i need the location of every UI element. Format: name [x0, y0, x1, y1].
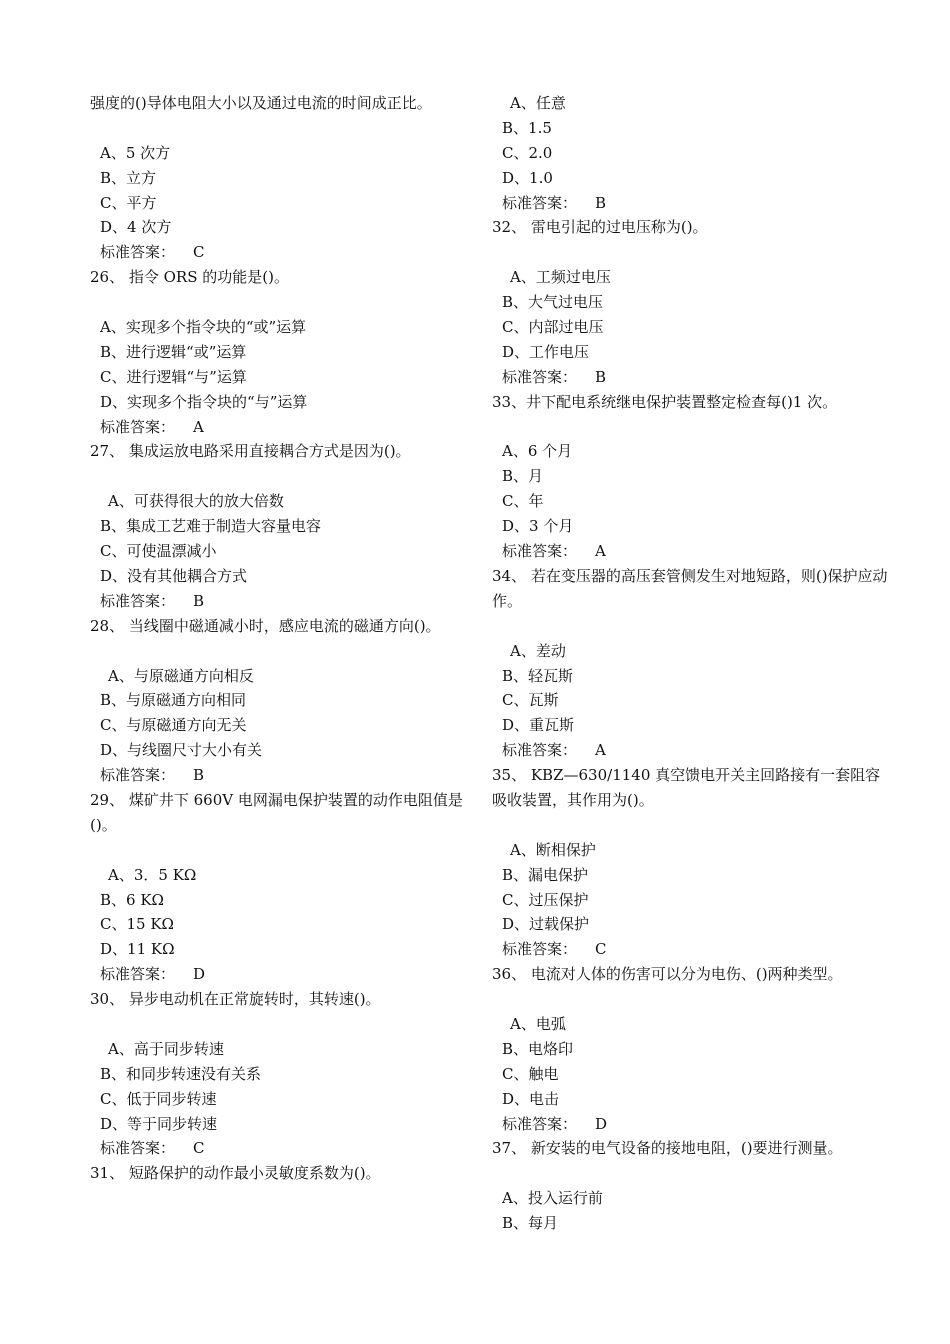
- answer-value: A: [595, 741, 606, 760]
- question-text: 35、 KBZ—630/1140 真空馈电开关主回路接有一套阻容吸收装置，其作用为()。: [492, 766, 881, 809]
- answer-value: B: [193, 766, 205, 785]
- option-c: C、触电: [502, 1064, 559, 1083]
- answer-value: D: [595, 1114, 608, 1133]
- option-b: B、1.5: [502, 118, 552, 137]
- option-d: D、与线圈尺寸大小有关: [100, 741, 263, 760]
- answer-value: D: [193, 965, 206, 984]
- answer-line: [492, 365, 892, 390]
- answer-line: [90, 962, 470, 987]
- question-text: 29、 煤矿井下 660V 电网漏电保护装置的动作电阻值是()。: [90, 790, 463, 834]
- answer-value: C: [193, 243, 205, 262]
- option-d: D、等于同步转速: [100, 1114, 218, 1133]
- option-d: D、11 KΩ: [100, 940, 175, 959]
- option-a: A、高于同步转速: [108, 1039, 224, 1058]
- option-d: D、工作电压: [502, 342, 590, 361]
- option-a: A、5 次方: [100, 143, 171, 162]
- spacer: [492, 987, 892, 1012]
- spacer: [90, 1012, 470, 1037]
- option-b: B、6 KΩ: [100, 890, 164, 909]
- spacer: [492, 813, 892, 838]
- answer-value: B: [595, 193, 607, 212]
- option-b: B、轻瓦斯: [502, 666, 574, 685]
- answer-value: B: [595, 367, 607, 386]
- question-text: 34、 若在变压器的高压套管侧发生对地短路，则()保护应动作。: [492, 566, 888, 610]
- answer-label: 标准答案：: [100, 591, 176, 610]
- spacer: [90, 464, 470, 489]
- option-a: A、3．5 KΩ: [108, 865, 197, 884]
- question-text: 36、 电流对人体的伤害可以分为电伤、()两种类型。: [492, 965, 843, 984]
- option-b: B、大气过电压: [502, 293, 604, 312]
- option-a: A、电弧: [510, 1015, 566, 1034]
- option-a: A、可获得很大的放大倍数: [108, 492, 284, 511]
- option-d: D、3 个月: [502, 517, 574, 536]
- option-c: C、内部过电压: [502, 318, 604, 337]
- option-b: B、每月: [502, 1214, 559, 1233]
- answer-line: [90, 589, 470, 614]
- right-column: [492, 91, 892, 1236]
- option-a: A、工频过电压: [510, 268, 611, 287]
- answer-label: 标准答案：: [100, 766, 176, 785]
- option-a: A、断相保护: [510, 840, 596, 859]
- answer-line: [492, 937, 892, 962]
- answer-label: 标准答案：: [502, 542, 578, 561]
- spacer: [492, 415, 892, 440]
- option-c: C、15 KΩ: [100, 915, 174, 934]
- answer-value: C: [595, 940, 607, 959]
- option-b: B、集成工艺难于制造大容量电容: [100, 517, 322, 536]
- spacer: [492, 614, 892, 639]
- option-b: B、电烙印: [502, 1039, 574, 1058]
- answer-value: C: [193, 1139, 205, 1158]
- spacer: [90, 838, 470, 863]
- question-text: 28、 当线圈中磁通减小时，感应电流的磁通方向()。: [90, 616, 441, 635]
- option-d: D、1.0: [502, 168, 553, 187]
- answer-line: [492, 539, 892, 564]
- option-c: C、瓦斯: [502, 691, 559, 710]
- option-c: C、年: [502, 492, 544, 511]
- option-d: D、没有其他耦合方式: [100, 566, 248, 585]
- option-a: A、与原磁通方向相反: [108, 666, 254, 685]
- answer-value: A: [193, 417, 204, 436]
- option-a: A、6 个月: [502, 442, 573, 461]
- option-c: C、过压保护: [502, 890, 589, 909]
- answer-label: 标准答案：: [502, 741, 578, 760]
- question-text: 30、 异步电动机在正常旋转时，其转速()。: [90, 990, 381, 1009]
- question-text: 33、井下配电系统继电保护装置整定检查每()1 次。: [492, 392, 838, 411]
- question-text: 32、 雷电引起的过电压称为()。: [492, 218, 708, 237]
- option-c: C、可使温漂减小: [100, 542, 217, 561]
- answer-value: A: [595, 542, 606, 561]
- answer-label: 标准答案：: [100, 417, 176, 436]
- option-d: D、过载保护: [502, 915, 590, 934]
- question-text: 26、 指令 ORS 的功能是()。: [90, 268, 289, 287]
- option-d: D、电击: [502, 1089, 560, 1108]
- spacer: [492, 240, 892, 265]
- option-d: D、4 次方: [100, 218, 172, 237]
- question-text: 31、 短路保护的动作最小灵敏度系数为()。: [90, 1164, 381, 1183]
- option-a: A、实现多个指令块的“或”运算: [100, 318, 307, 337]
- option-b: B、和同步转速没有关系: [100, 1064, 262, 1083]
- answer-line: [492, 738, 892, 763]
- answer-line: [90, 1136, 470, 1161]
- spacer: [90, 290, 470, 315]
- answer-line: [492, 1112, 892, 1137]
- answer-label: 标准答案：: [100, 965, 176, 984]
- answer-label: 标准答案：: [502, 367, 578, 386]
- answer-label: 标准答案：: [100, 1139, 176, 1158]
- option-c: C、进行逻辑“与”运算: [100, 367, 247, 386]
- option-a: A、差动: [510, 641, 566, 660]
- answer-value: B: [193, 591, 205, 610]
- answer-label: 标准答案：: [100, 243, 176, 262]
- answer-line: [90, 763, 470, 788]
- option-c: C、低于同步转速: [100, 1089, 217, 1108]
- answer-line: [90, 240, 470, 265]
- answer-line: [90, 415, 470, 440]
- option-b: B、与原磁通方向相同: [100, 691, 247, 710]
- spacer: [492, 1161, 892, 1186]
- option-c: C、与原磁通方向无关: [100, 716, 247, 735]
- answer-label: 标准答案：: [502, 940, 578, 959]
- option-b: B、立方: [100, 168, 157, 187]
- answer-label: 标准答案：: [502, 193, 578, 212]
- option-b: B、月: [502, 467, 544, 486]
- left-column: [90, 91, 470, 1186]
- question-text: 27、 集成运放电路采用直接耦合方式是因为()。: [90, 442, 411, 461]
- question-text: 强度的()导体电阻大小以及通过电流的时间成正比。: [90, 94, 432, 112]
- option-c: C、平方: [100, 193, 157, 212]
- option-a: A、投入运行前: [502, 1189, 603, 1208]
- option-b: B、漏电保护: [502, 865, 589, 884]
- option-a: A、任意: [510, 94, 566, 112]
- option-b: B、进行逻辑“或”运算: [100, 342, 247, 361]
- answer-label: 标准答案：: [502, 1114, 578, 1133]
- answer-line: [492, 191, 892, 216]
- option-c: C、2.0: [502, 143, 553, 162]
- spacer: [90, 639, 470, 664]
- spacer: [90, 116, 470, 141]
- question-text: 37、 新安装的电气设备的接地电阻，()要进行测量。: [492, 1139, 843, 1158]
- option-d: D、重瓦斯: [502, 716, 575, 735]
- option-d: D、实现多个指令块的“与”运算: [100, 392, 308, 411]
